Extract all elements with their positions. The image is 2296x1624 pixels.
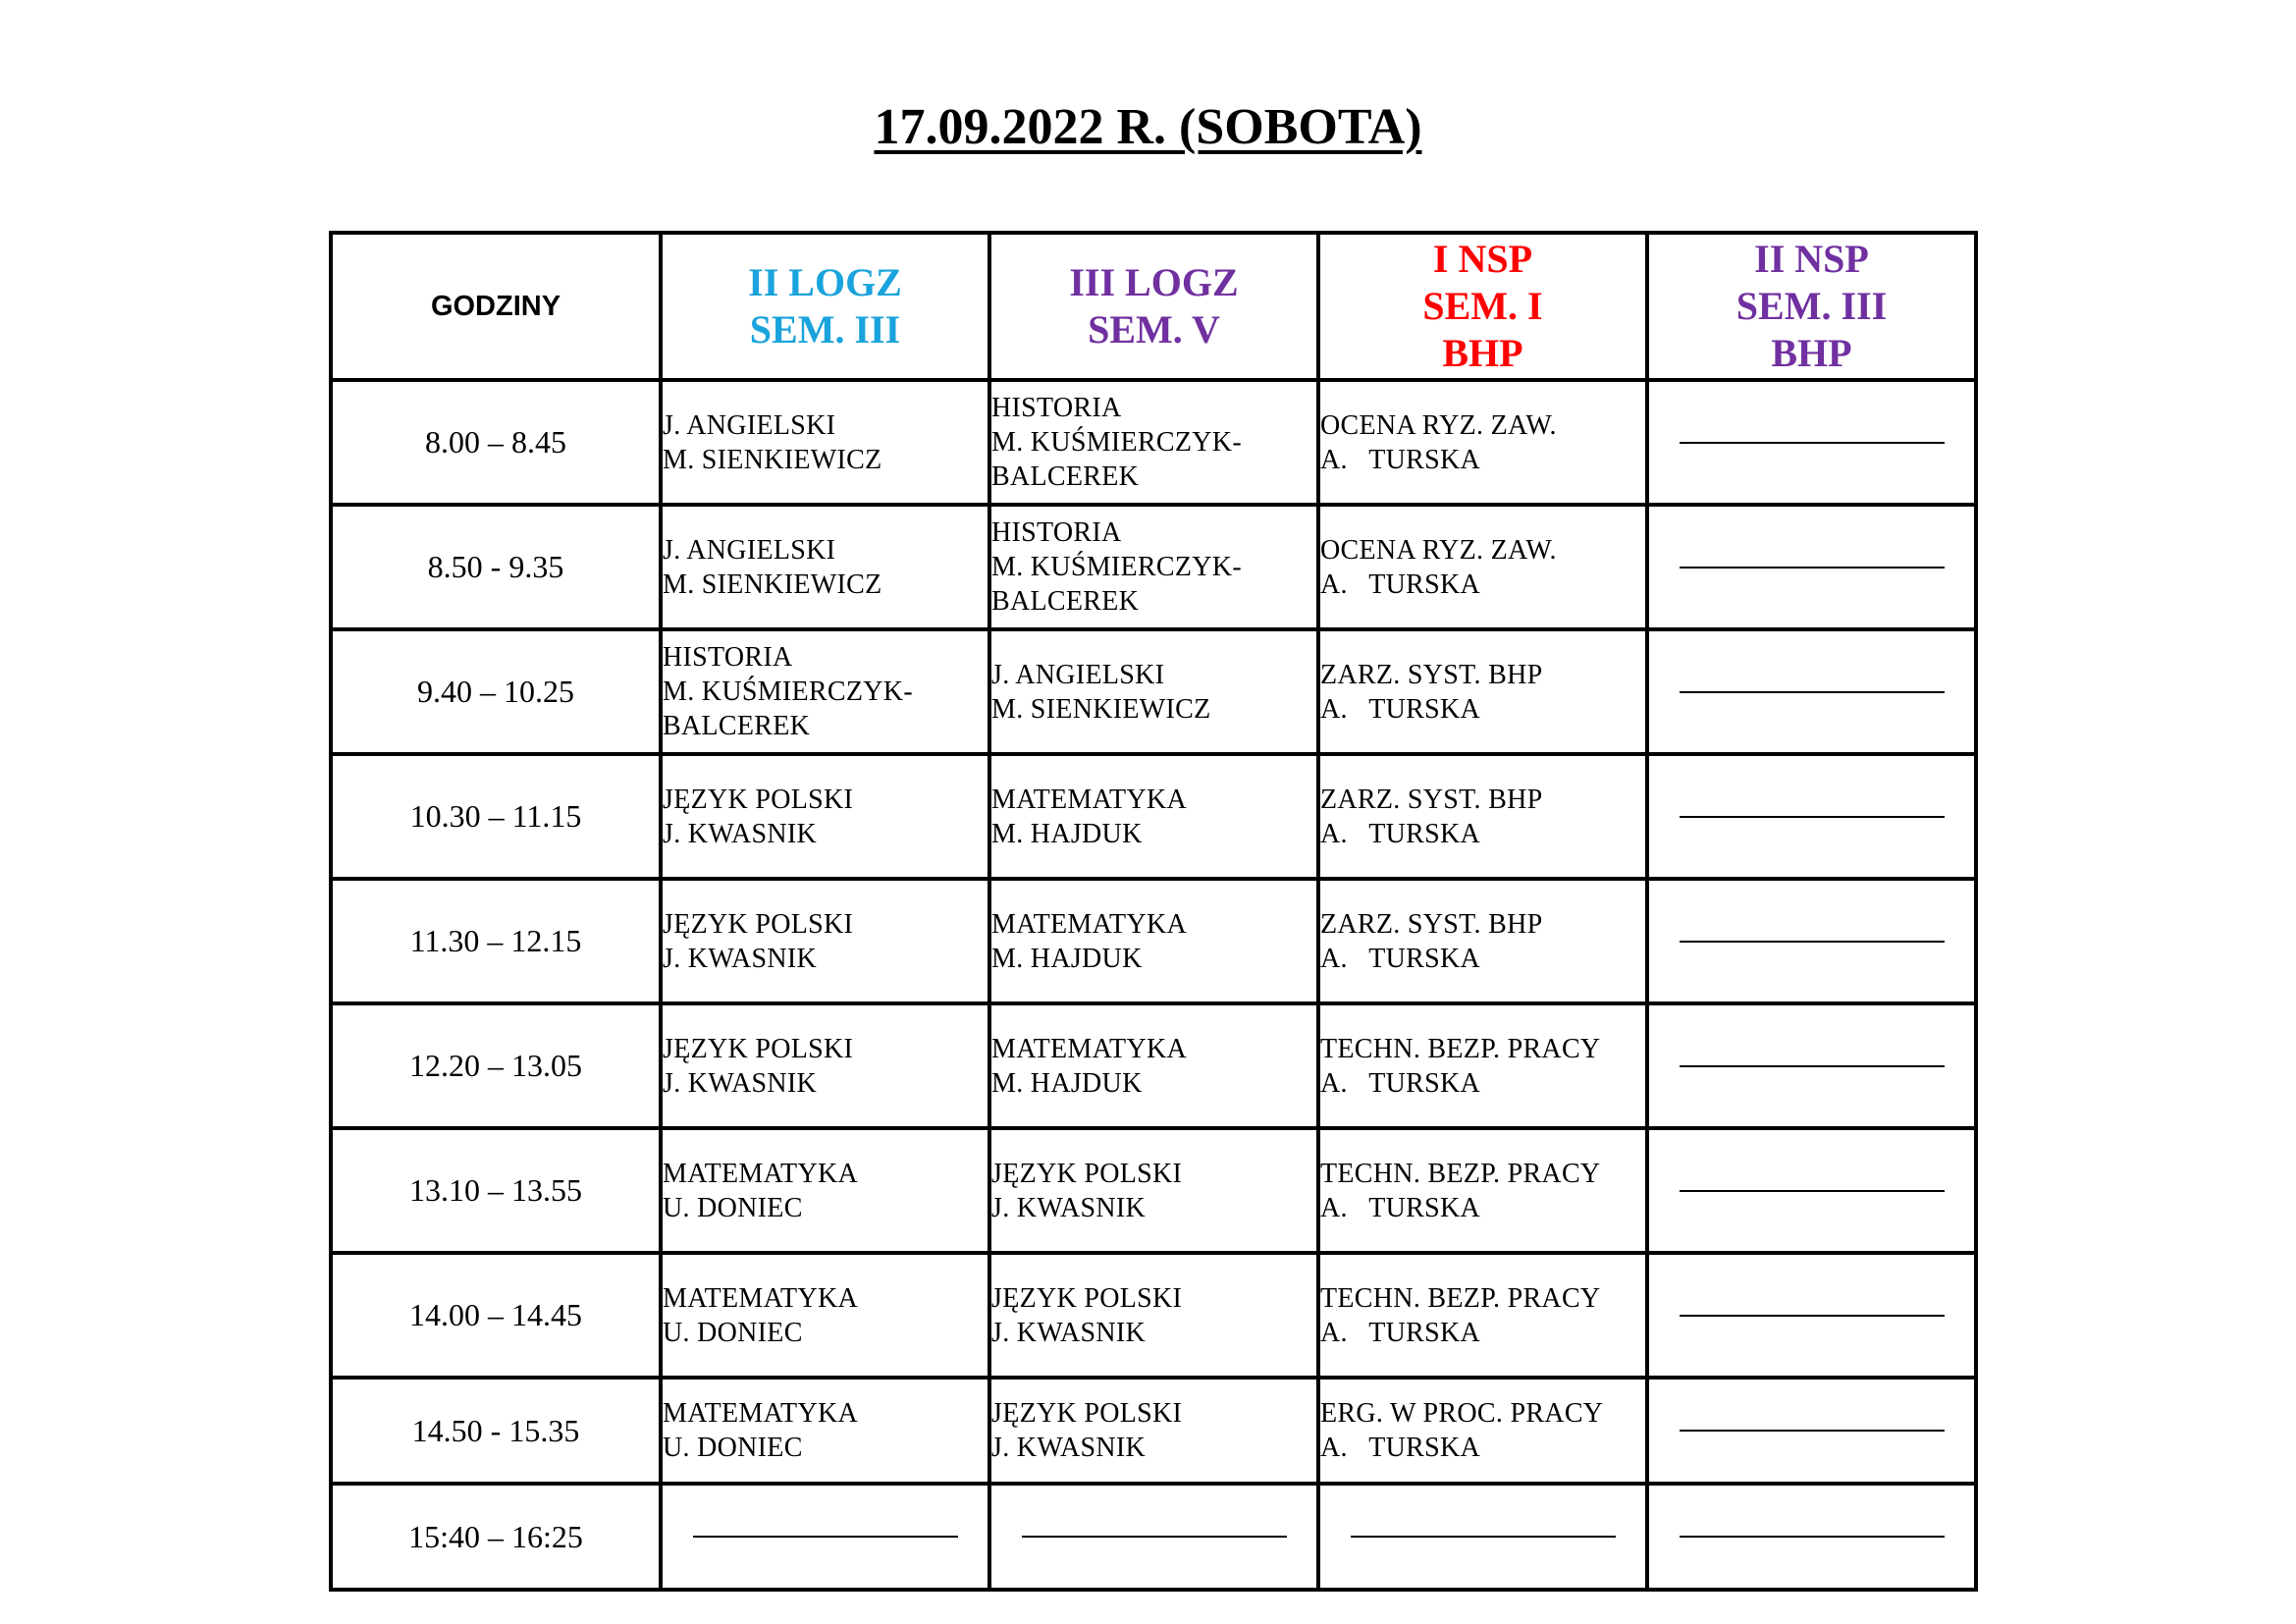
empty-cell <box>1647 1128 1976 1253</box>
lesson-teacher: M. SIENKIEWICZ <box>663 568 882 600</box>
table-row <box>331 1003 1976 1128</box>
group-header-line: BHP <box>1442 331 1523 375</box>
lesson-cell <box>1318 629 1647 754</box>
time-cell: 9.40 – 10.25 <box>331 629 661 754</box>
lesson-teacher: BALCEREK <box>991 461 1140 492</box>
empty-cell <box>1647 1484 1976 1590</box>
lesson-teacher: J. KWASNIK <box>663 943 817 974</box>
lesson-subject: J. ANGIELSKI <box>663 409 836 441</box>
lesson-cell <box>1318 1128 1647 1253</box>
lesson-subject: MATEMATYKA <box>991 908 1187 940</box>
lesson-subject: J. ANGIELSKI <box>663 534 836 566</box>
table-row <box>331 1378 1976 1484</box>
empty-cell <box>1647 1003 1976 1128</box>
lesson-teacher: A. TURSKA <box>1320 1067 1481 1099</box>
group-header <box>661 233 989 380</box>
lesson-cell <box>661 629 989 754</box>
lesson-teacher: A. TURSKA <box>1320 1433 1481 1463</box>
empty-cell <box>1318 1484 1647 1590</box>
lesson-cell <box>989 1253 1318 1378</box>
lesson-teacher: A. TURSKA <box>1320 568 1481 600</box>
lesson-cell <box>989 505 1318 629</box>
lesson-teacher: M. KUŚMIERCZYK- <box>663 677 913 707</box>
lesson-subject: TECHN. BEZP. PRACY <box>1320 1158 1601 1189</box>
time-cell: 10.30 – 11.15 <box>331 754 661 879</box>
lesson-teacher: A. TURSKA <box>1320 693 1481 725</box>
time-cell: 11.30 – 12.15 <box>331 879 661 1003</box>
lesson-teacher: U. DONIEC <box>663 1192 803 1223</box>
time-cell: 14.00 – 14.45 <box>331 1253 661 1378</box>
lesson-subject: MATEMATYKA <box>663 1398 858 1429</box>
lesson-subject: ZARZ. SYST. BHP <box>1320 784 1543 815</box>
time-cell: 13.10 – 13.55 <box>331 1128 661 1253</box>
lesson-cell <box>661 754 989 879</box>
group-header-line: SEM. V <box>1088 307 1220 352</box>
lesson-cell <box>1318 1378 1647 1484</box>
lesson-cell <box>661 505 989 629</box>
group-header <box>989 233 1318 380</box>
group-header-line: BHP <box>1771 331 1852 375</box>
group-header <box>1647 233 1976 380</box>
lesson-subject: MATEMATYKA <box>991 1033 1187 1064</box>
lesson-teacher: J. KWASNIK <box>663 818 817 849</box>
lesson-teacher: BALCEREK <box>991 586 1140 617</box>
lesson-cell <box>989 754 1318 879</box>
lesson-cell <box>661 380 989 505</box>
empty-cell <box>1647 1378 1976 1484</box>
table-row <box>331 1253 1976 1378</box>
table-row <box>331 754 1976 879</box>
empty-cell <box>661 1484 989 1590</box>
group-header-line: SEM. III <box>749 307 901 352</box>
lesson-subject: OCENA RYZ. ZAW. <box>1320 534 1557 566</box>
lesson-subject: JĘZYK POLSKI <box>663 1033 854 1064</box>
lesson-subject: JĘZYK POLSKI <box>663 908 854 940</box>
empty-cell <box>1647 1253 1976 1378</box>
lesson-teacher: M. SIENKIEWICZ <box>663 444 882 475</box>
time-cell: 15:40 – 16:25 <box>331 1484 661 1590</box>
lesson-teacher: M. SIENKIEWICZ <box>991 693 1211 725</box>
hours-column-header: GODZINY <box>331 233 661 380</box>
lesson-teacher: M. HAJDUK <box>991 1067 1143 1099</box>
lesson-teacher: M. HAJDUK <box>991 818 1143 849</box>
lesson-cell <box>661 1253 989 1378</box>
empty-dash-line <box>1680 1430 1945 1432</box>
group-header-line: II NSP <box>1754 237 1869 281</box>
empty-dash-line <box>1680 567 1945 568</box>
page-title-text: 17.09.2022 R. (SOBOTA) <box>874 99 1422 155</box>
lesson-teacher: J. KWASNIK <box>991 1192 1146 1223</box>
empty-cell <box>1647 629 1976 754</box>
group-header-line: II LOGZ <box>748 260 902 304</box>
time-cell: 8.50 - 9.35 <box>331 505 661 629</box>
time-cell: 8.00 – 8.45 <box>331 380 661 505</box>
lesson-subject: OCENA RYZ. ZAW. <box>1320 409 1557 441</box>
lesson-teacher: M. HAJDUK <box>991 943 1143 974</box>
lesson-subject: TECHN. BEZP. PRACY <box>1320 1033 1601 1064</box>
empty-cell <box>1647 380 1976 505</box>
lesson-cell <box>661 1128 989 1253</box>
lesson-subject: JĘZYK POLSKI <box>991 1158 1183 1189</box>
lesson-subject: MATEMATYKA <box>991 784 1187 815</box>
lesson-cell <box>989 879 1318 1003</box>
lesson-cell <box>989 629 1318 754</box>
lesson-teacher: A. TURSKA <box>1320 444 1481 475</box>
lesson-teacher: M. KUŚMIERCZYK- <box>991 552 1242 582</box>
lesson-teacher: J. KWASNIK <box>991 1317 1146 1348</box>
empty-dash-line <box>1680 1536 1945 1538</box>
table-row <box>331 879 1976 1003</box>
empty-dash-line <box>1680 1190 1945 1192</box>
lesson-teacher: J. KWASNIK <box>991 1433 1146 1463</box>
empty-cell <box>1647 879 1976 1003</box>
lesson-subject: HISTORIA <box>663 642 793 673</box>
lesson-teacher: A. TURSKA <box>1320 943 1481 974</box>
empty-dash-line <box>693 1536 958 1538</box>
empty-cell <box>1647 754 1976 879</box>
lesson-cell <box>661 1378 989 1484</box>
group-header-line: SEM. I <box>1422 284 1543 328</box>
group-header-line: SEM. III <box>1735 284 1888 328</box>
lesson-cell <box>1318 1253 1647 1378</box>
time-cell: 14.50 - 15.35 <box>331 1378 661 1484</box>
lesson-subject: JĘZYK POLSKI <box>991 1282 1183 1314</box>
lesson-teacher: A. TURSKA <box>1320 818 1481 849</box>
empty-dash-line <box>1680 816 1945 818</box>
lesson-subject: J. ANGIELSKI <box>991 659 1165 690</box>
group-header-line: III LOGZ <box>1069 260 1239 304</box>
lesson-teacher: J. KWASNIK <box>663 1067 817 1099</box>
time-cell: 12.20 – 13.05 <box>331 1003 661 1128</box>
lesson-teacher: A. TURSKA <box>1320 1192 1481 1223</box>
empty-dash-line <box>1680 691 1945 693</box>
lesson-subject: HISTORIA <box>991 517 1122 548</box>
lesson-teacher: M. KUŚMIERCZYK- <box>991 427 1242 458</box>
group-header-line: I NSP <box>1432 237 1533 281</box>
empty-dash-line <box>1022 1536 1287 1538</box>
lesson-cell <box>1318 505 1647 629</box>
empty-cell <box>1647 505 1976 629</box>
lesson-subject: TECHN. BEZP. PRACY <box>1320 1282 1601 1314</box>
lesson-cell <box>661 879 989 1003</box>
empty-dash-line <box>1680 1315 1945 1317</box>
lesson-cell <box>1318 879 1647 1003</box>
lesson-subject: MATEMATYKA <box>663 1158 858 1189</box>
lesson-cell <box>989 1128 1318 1253</box>
lesson-subject: MATEMATYKA <box>663 1282 858 1314</box>
table-row <box>331 505 1976 629</box>
schedule-body <box>331 380 1976 1590</box>
lesson-subject: ERG. W PROC. PRACY <box>1320 1398 1604 1429</box>
lesson-teacher: A. TURSKA <box>1320 1317 1481 1348</box>
lesson-cell <box>1318 1003 1647 1128</box>
lesson-cell <box>989 1378 1318 1484</box>
table-row <box>331 629 1976 754</box>
lesson-cell <box>661 1003 989 1128</box>
lesson-teacher: U. DONIEC <box>663 1433 803 1463</box>
empty-dash-line <box>1680 442 1945 444</box>
lesson-subject: ZARZ. SYST. BHP <box>1320 659 1543 690</box>
lesson-subject: JĘZYK POLSKI <box>991 1398 1183 1429</box>
lesson-teacher: BALCEREK <box>663 711 811 741</box>
lesson-cell <box>1318 380 1647 505</box>
lesson-subject: JĘZYK POLSKI <box>663 784 854 815</box>
table-row <box>331 380 1976 505</box>
empty-dash-line <box>1351 1536 1616 1538</box>
lesson-teacher: U. DONIEC <box>663 1317 803 1348</box>
page-title <box>0 98 2296 157</box>
empty-dash-line <box>1680 941 1945 943</box>
schedule-table <box>329 231 1978 1592</box>
header-row <box>331 233 1976 380</box>
lesson-cell <box>989 380 1318 505</box>
table-row <box>331 1484 1976 1590</box>
lesson-cell <box>1318 754 1647 879</box>
empty-cell <box>989 1484 1318 1590</box>
table-row <box>331 1128 1976 1253</box>
lesson-subject: ZARZ. SYST. BHP <box>1320 908 1543 940</box>
empty-dash-line <box>1680 1065 1945 1067</box>
group-header <box>1318 233 1647 380</box>
lesson-cell <box>989 1003 1318 1128</box>
lesson-subject: HISTORIA <box>991 393 1122 423</box>
